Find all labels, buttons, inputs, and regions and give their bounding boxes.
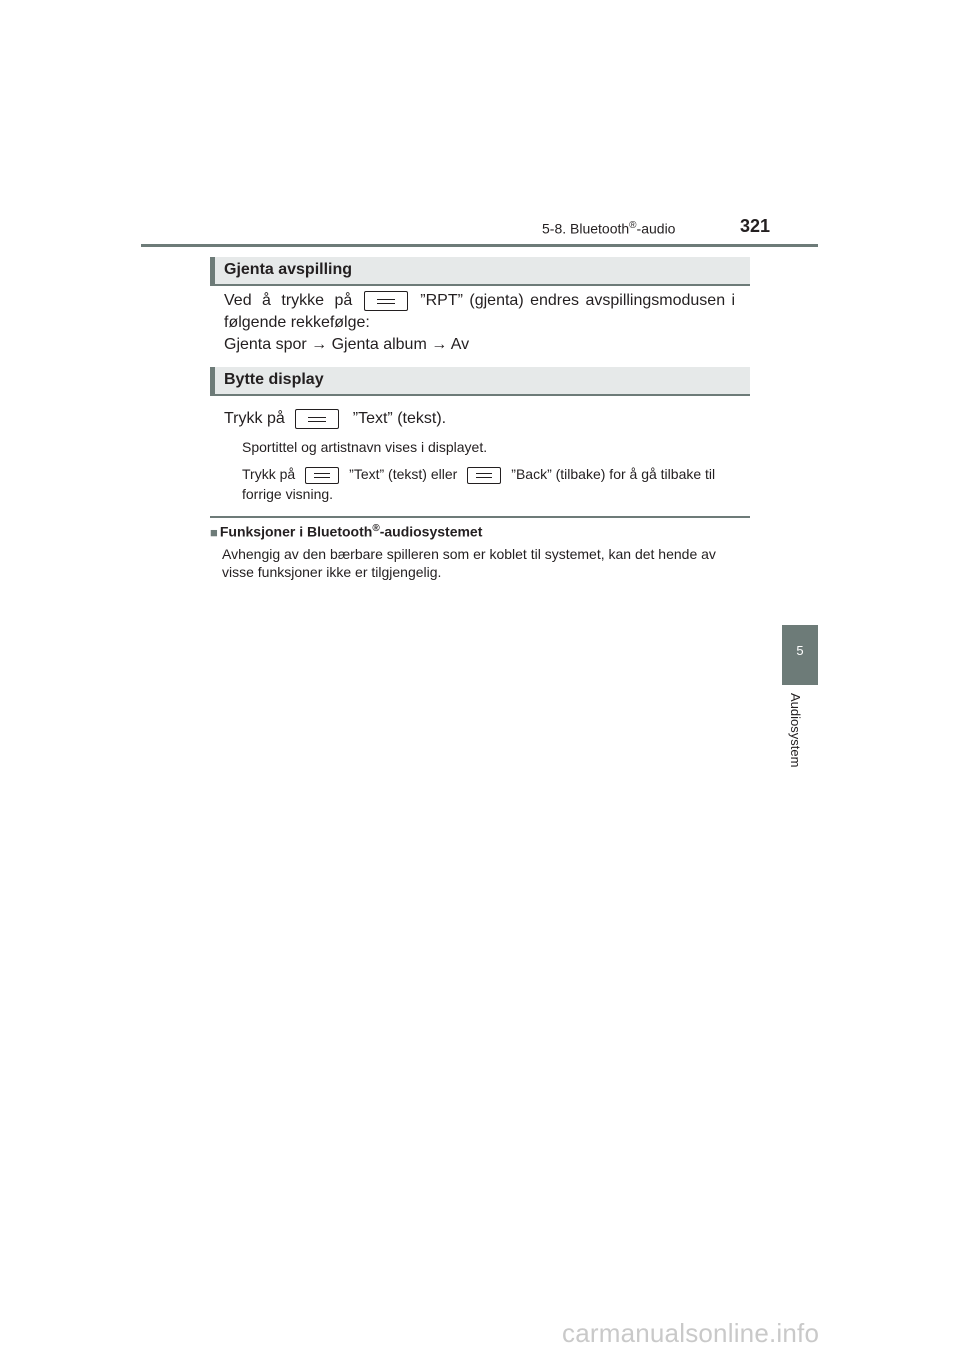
text-fragment: ”RPT” (gjenta) endres avspillingsmodusen i	[420, 292, 736, 309]
section-title: Gjenta avspilling	[224, 261, 353, 278]
button-icon	[467, 467, 501, 484]
text-fragment: ”Text” (tekst) eller	[349, 466, 458, 482]
text-fragment: ”Back” (tilbake) for å gå tilbake til	[511, 466, 716, 482]
registered-mark: ®	[629, 220, 637, 231]
square-bullet-icon: ■	[210, 524, 218, 540]
button-icon	[364, 291, 408, 311]
heading-accent-bar	[210, 367, 215, 396]
repeat-sequence: Gjenta spor → Gjenta album → Av	[224, 336, 470, 353]
section-heading-repeat	[210, 257, 750, 286]
registered-mark: ®	[372, 523, 380, 534]
sub-note-line	[242, 464, 750, 484]
paragraph-line: følgende rekkefølge:	[224, 314, 370, 331]
sub-note-line: forrige visning.	[242, 486, 334, 502]
text-fragment: Ved å trykke på	[224, 292, 353, 309]
section-heading-display	[210, 367, 750, 396]
section-title: Bytte display	[224, 371, 324, 388]
text-fragment: Trykk på	[224, 410, 285, 427]
note-divider	[210, 516, 750, 518]
button-icon	[295, 409, 339, 429]
chapter-number: 5	[796, 643, 804, 658]
section-header	[542, 220, 675, 237]
text-fragment: Trykk på	[242, 466, 296, 482]
heading-accent-bar	[210, 257, 215, 286]
section-suffix: -audio	[636, 220, 676, 237]
watermark: carmanualsonline.info	[562, 1318, 820, 1348]
note-title: Funksjoner i Bluetooth	[219, 523, 373, 540]
button-icon	[305, 467, 339, 484]
section-name: 5-8. Bluetooth	[542, 220, 630, 237]
text-fragment: ”Text” (tekst).	[352, 410, 447, 427]
chapter-label: Audiosystem	[788, 693, 803, 768]
paragraph-line	[224, 408, 446, 430]
note-heading	[210, 523, 482, 540]
note-body: Avhengig av den bærbare spilleren som er koblet til systemet, kan det hende av visse funksjoner ikke er tilgjengelig.	[222, 546, 716, 580]
header-divider	[141, 244, 818, 247]
note-title-suffix: -audiosystemet	[379, 523, 483, 540]
page-number: 321	[740, 216, 771, 236]
paragraph-line	[224, 290, 750, 312]
sub-note: Sportittel og artistnavn vises i displayet.	[242, 439, 488, 455]
